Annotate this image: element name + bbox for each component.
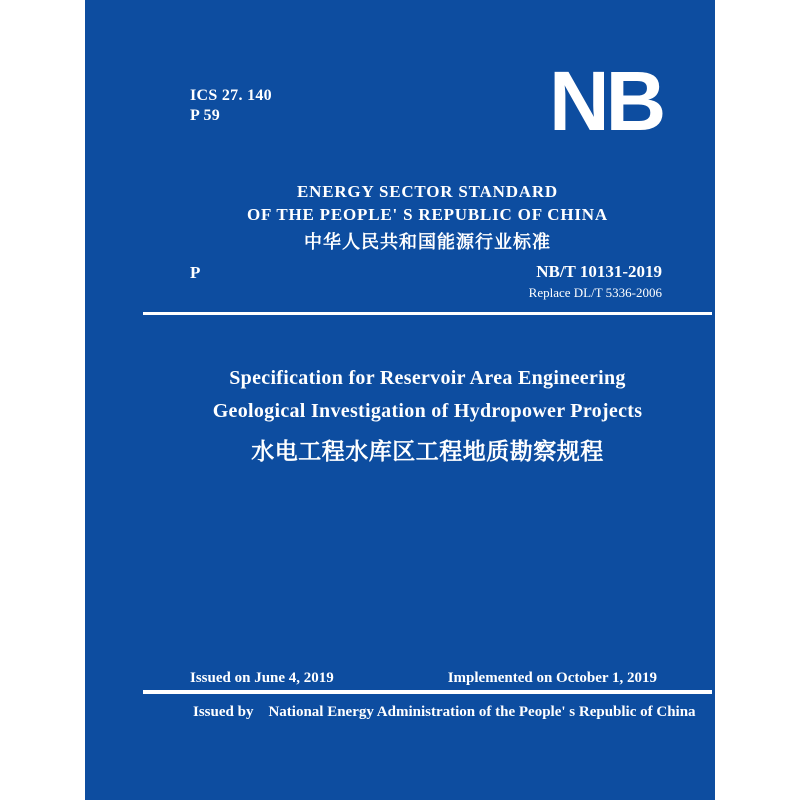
ics-code: ICS 27. 140 — [190, 87, 272, 104]
replaced-standard: Replace DL/T 5336-2006 — [528, 285, 662, 300]
standard-code: NB/T 10131-2019 — [536, 262, 662, 281]
org-header-line2: OF THE PEOPLE' S REPUBLIC OF CHINA — [247, 205, 608, 224]
title-english-line1: Specification for Reservoir Area Engineering — [229, 367, 626, 389]
header-divider-rule — [143, 312, 712, 315]
title-chinese: 水电工程水库区工程地质勘察规程 — [251, 439, 604, 464]
class-code: P 59 — [190, 107, 221, 124]
standard-cover — [85, 0, 715, 800]
doc-class-letter: P — [190, 263, 201, 282]
standard-code-block — [529, 263, 662, 300]
footer-divider-rule — [143, 690, 712, 694]
title-english-line2: Geological Investigation of Hydropower Projects — [212, 400, 643, 422]
issued-by-row — [143, 703, 712, 721]
ics-classification-block — [190, 86, 272, 126]
implemented-date: Implemented on October 1, 2019 — [447, 670, 657, 686]
standard-code-row — [143, 263, 712, 303]
issued-by-label: Issued by — [193, 704, 254, 720]
org-header-chinese: 中华人民共和国能源行业标准 — [304, 232, 551, 252]
standard-title-block — [143, 362, 712, 466]
dates-row — [143, 669, 712, 687]
org-header-line1: ENERGY SECTOR STANDARD — [297, 182, 558, 201]
nb-logo: NB — [549, 54, 663, 148]
standard-organization-header — [143, 180, 712, 253]
issued-date: Issued on June 4, 2019 — [190, 670, 334, 686]
issued-by-value: National Energy Administration of the People' s Republic of China — [268, 704, 696, 720]
